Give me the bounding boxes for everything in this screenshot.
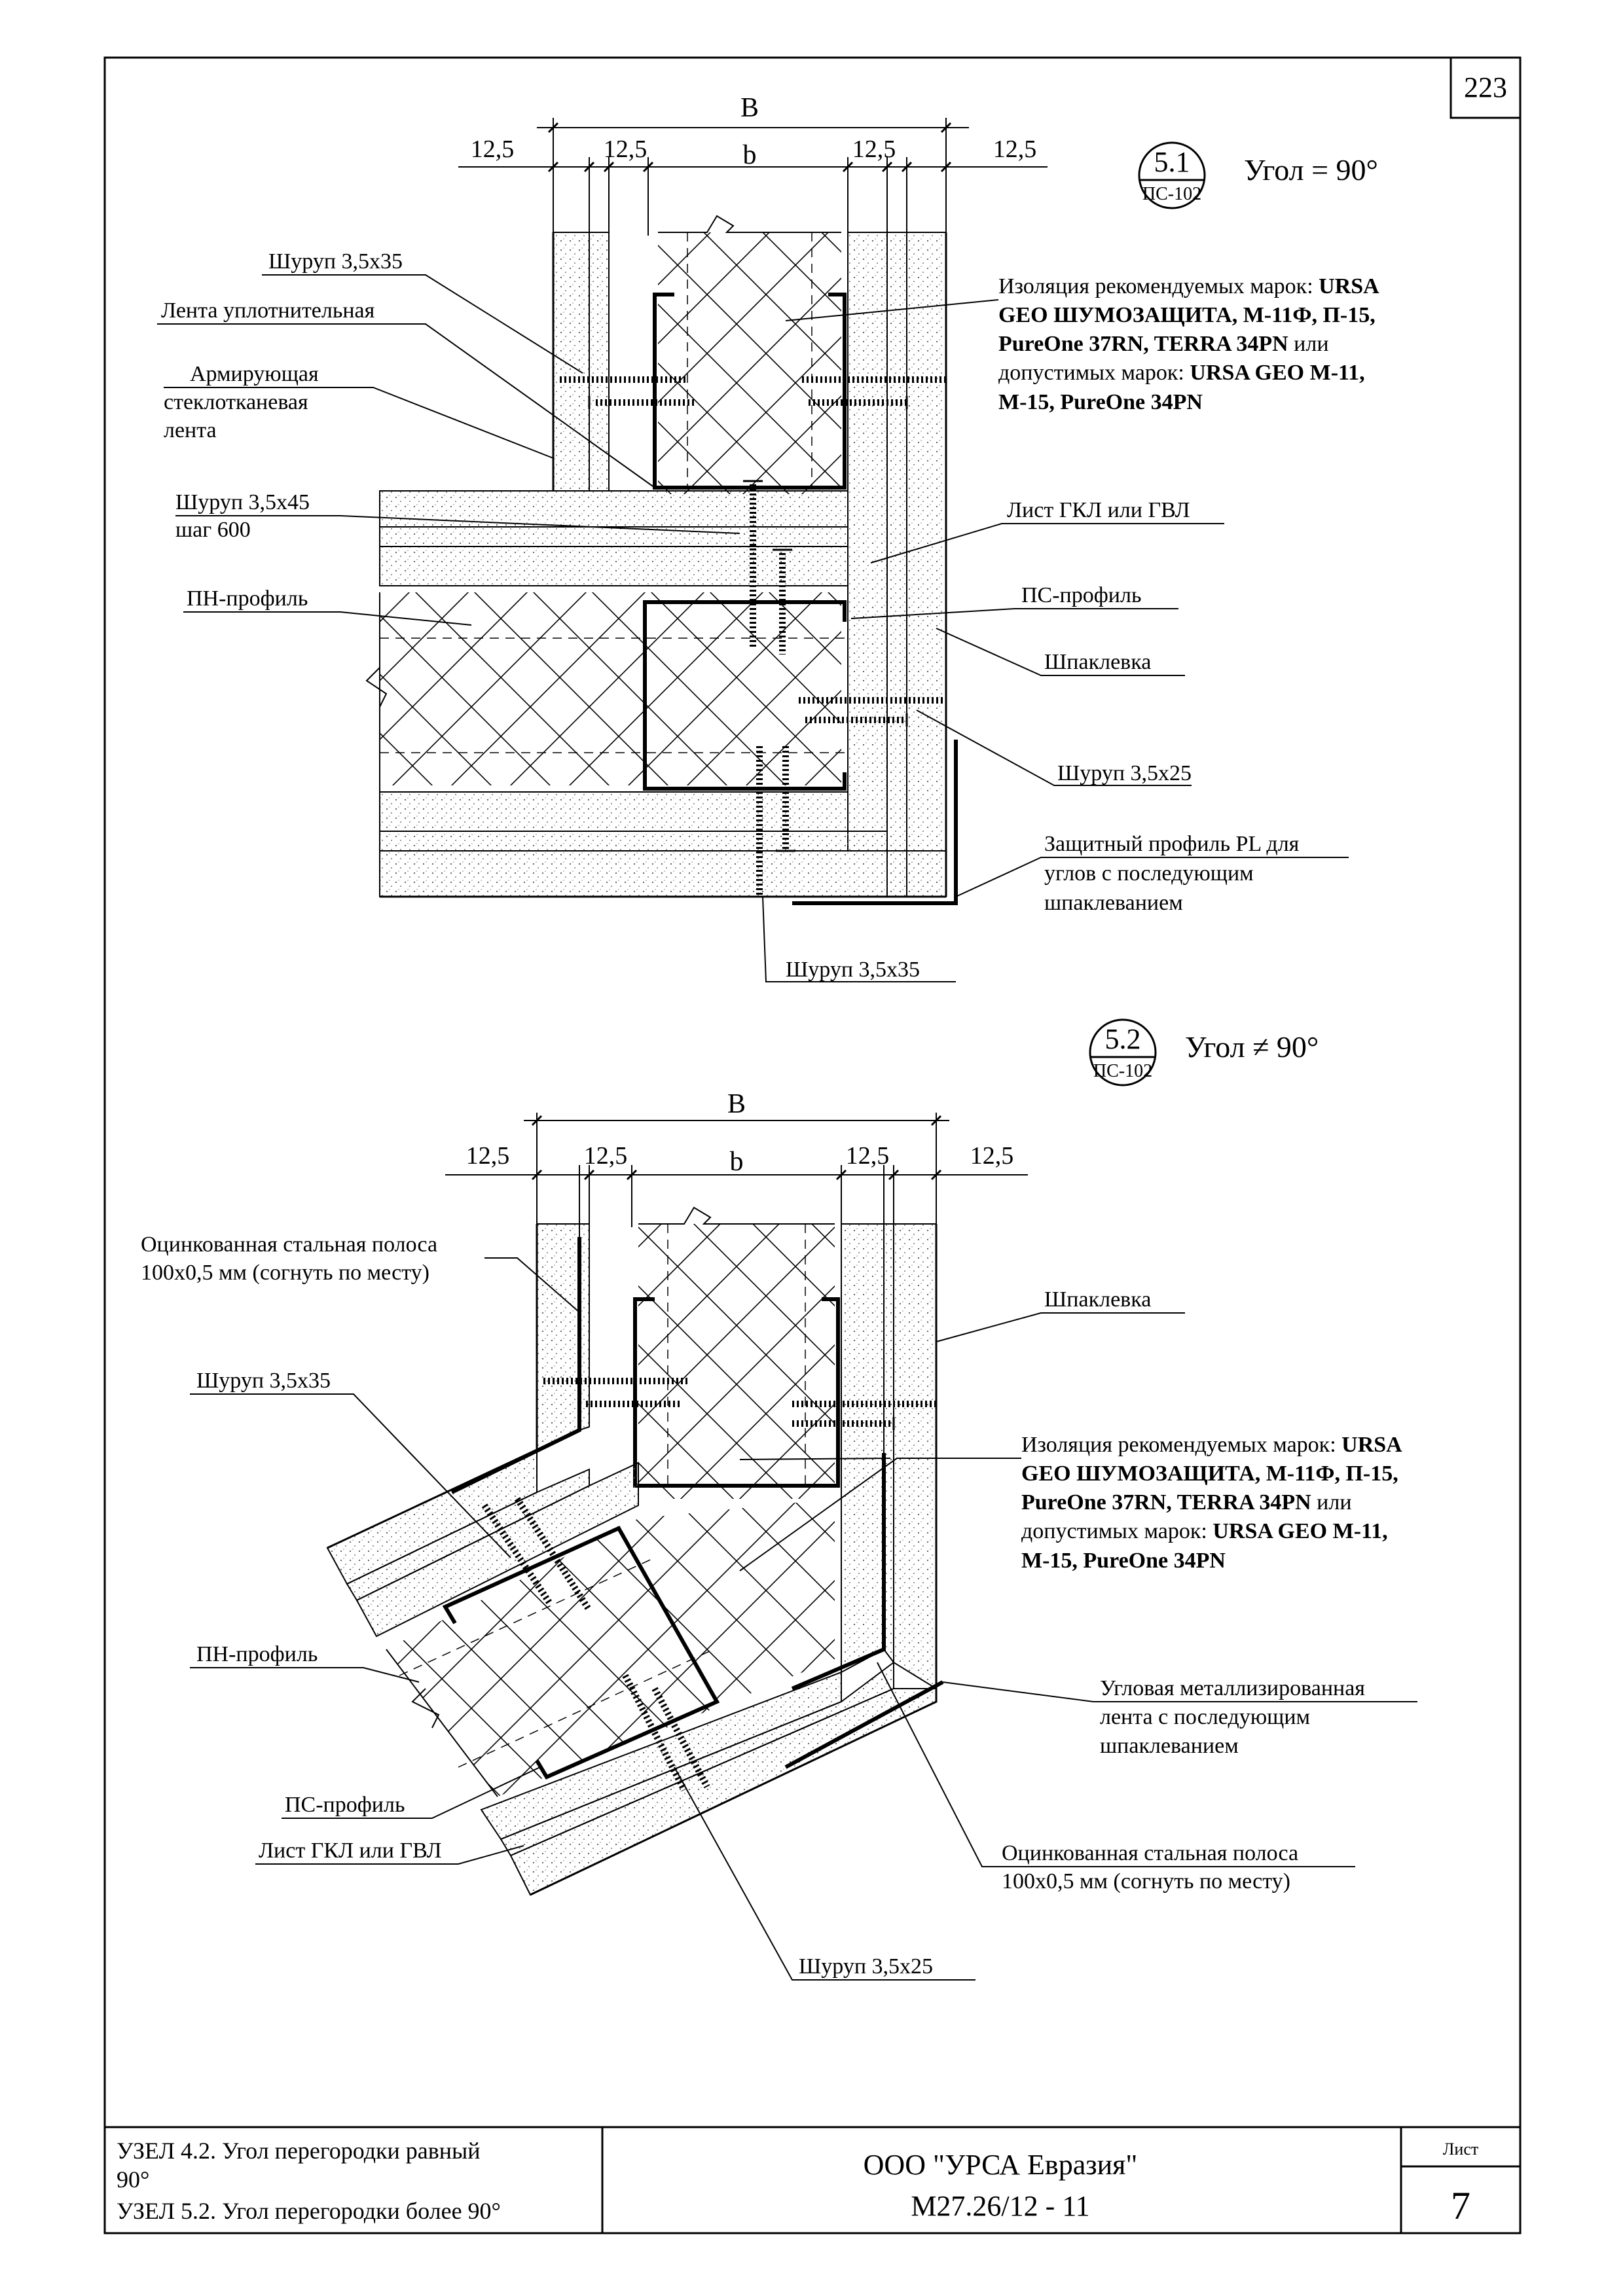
- label-screw45-2: шаг 600: [175, 518, 251, 542]
- insulation-vertical: [658, 232, 841, 494]
- label-ins-4b: URSA GEO М-11,: [1190, 361, 1365, 385]
- label2-screw35: Шуруп 3,5х35: [196, 1369, 331, 1393]
- board-vertical-left-outer: [553, 232, 589, 491]
- label2-ins-1a: Изоляция рекомендуемых марок:: [1021, 1433, 1342, 1457]
- label-putty: Шпаклевка: [1044, 650, 1152, 674]
- label-reinf-3: лента: [164, 418, 217, 442]
- svg-text:допустимых марок: URSA GEO М-1: [998, 361, 1365, 385]
- label-screw35-top: Шуруп 3,5х35: [268, 249, 403, 274]
- dim-b: b: [742, 140, 757, 170]
- insulation-horizontal: [380, 592, 841, 785]
- label2-gkl: Лист ГКЛ или ГВЛ: [259, 1839, 442, 1863]
- board-vertical-right-outer: [907, 232, 946, 897]
- detail1-badge-ref: ПС-102: [1142, 184, 1202, 204]
- board-horizontal-bot-3: [380, 851, 946, 897]
- label2-corner-1: Угловая металлизированная: [1100, 1676, 1365, 1700]
- label2-strip-1: Оцинкованная стальная полоса: [141, 1232, 438, 1257]
- label-pl-3: шпаклеванием: [1044, 891, 1183, 915]
- tb-left-line2: 90°: [117, 2166, 150, 2193]
- label2-screw25: Шуруп 3,5х25: [799, 1954, 934, 1979]
- label2-pn-profile: ПН-профиль: [196, 1642, 318, 1666]
- detail-5-2: [141, 1020, 1417, 1980]
- dim2-b: b: [729, 1147, 744, 1177]
- label2-putty: Шпаклевка: [1044, 1287, 1152, 1312]
- label-ins-4a: допустимых марок:: [998, 361, 1190, 385]
- detail2-badge-ref: ПС-102: [1093, 1061, 1153, 1081]
- board2-vertical-right-outer: [894, 1224, 936, 1689]
- detail1-badge-number: 5.1: [1154, 146, 1190, 178]
- label2-ins-1b: URSA: [1341, 1433, 1402, 1457]
- label2-strip2-2: 100х0,5 мм (согнуть по месту): [1002, 1869, 1290, 1893]
- label2-ins-3: PureOne 37RN, TERRA 34PN: [1021, 1490, 1311, 1515]
- dimension-set-1: [458, 93, 1048, 236]
- label-ins-3b: или: [1288, 332, 1329, 356]
- board-horizontal-bot-1: [380, 792, 848, 831]
- tb-left-line1: УЗЕЛ 4.2. Угол перегородки равный: [117, 2138, 481, 2164]
- board2-vertical-right-inner: [841, 1224, 884, 1672]
- dim-12-5-c: 12,5: [852, 135, 896, 163]
- sheet-number-box: [1451, 58, 1520, 118]
- board-vertical-right-mid: [887, 232, 907, 897]
- detail2-title: Угол ≠ 90°: [1185, 1030, 1319, 1064]
- label-ins-1b: URSA: [1319, 274, 1379, 298]
- label-reinf-2: стеклотканевая: [164, 390, 308, 414]
- label2-ins-2: GEO ШУМОЗАЩИТА, М-11Ф, П-15,: [1021, 1462, 1398, 1486]
- tb-list-label: Лист: [1442, 2140, 1479, 2159]
- dim2-12-5-b: 12,5: [583, 1142, 628, 1170]
- board-vertical-right-inner: [848, 232, 887, 851]
- svg-text:допустимых марок: URSA GEO М-1: [1021, 1519, 1388, 1543]
- label-pl-1: Защитный профиль PL для: [1044, 832, 1300, 856]
- label2-strip-2: 100х0,5 мм (согнуть по месту): [141, 1261, 429, 1285]
- svg-text:PureOne 37RN, TERRA 34PN или: [1021, 1490, 1352, 1515]
- board-horizontal-top-2: [380, 527, 848, 547]
- dim2-12-5-c: 12,5: [845, 1142, 890, 1170]
- label2-ins-4a: допустимых марок:: [1021, 1519, 1213, 1543]
- label2-ins-5: М-15, PureOne 34PN: [1021, 1549, 1226, 1573]
- label-pl-2: углов с последующим: [1044, 861, 1254, 886]
- label-ins-5: М-15, PureOne 34PN: [998, 390, 1203, 414]
- label-pn-profile: ПН-профиль: [187, 586, 308, 611]
- board-horizontal-bot-2: [380, 831, 887, 851]
- detail1-title: Угол = 90°: [1244, 153, 1378, 187]
- insulation2-vertical: [638, 1224, 835, 1499]
- dim-B: B: [740, 93, 759, 123]
- svg-text:Изоляция рекомендуемых марок:: [998, 274, 1379, 298]
- label2-ps-profile: ПС-профиль: [285, 1793, 405, 1817]
- sheet-number: 223: [1464, 71, 1507, 103]
- dim2-12-5-d: 12,5: [970, 1142, 1014, 1170]
- tb-list-number: 7: [1451, 2184, 1470, 2227]
- label-ins-2: GEO ШУМОЗАЩИТА, М-11Ф, П-15,: [998, 303, 1376, 327]
- dim-12-5-a: 12,5: [470, 135, 515, 163]
- label-reinf-1: Армирующая: [190, 362, 319, 386]
- board-horizontal-top-1: [380, 491, 848, 527]
- label-screw45-1: Шуруп 3,5х45: [175, 490, 310, 514]
- detail-5-1: [157, 93, 1379, 982]
- label2-ins-3b: или: [1311, 1490, 1352, 1515]
- board-horizontal-top-3: [380, 547, 848, 586]
- svg-text:Изоляция рекомендуемых марок:: [1021, 1433, 1402, 1457]
- dimension-set-2: [445, 1089, 1028, 1227]
- tb-company: ООО "УРСА Евразия": [863, 2149, 1138, 2181]
- label-gkl: Лист ГКЛ или ГВЛ: [1007, 498, 1190, 522]
- tb-code: М27.26/12 - 11: [911, 2190, 1090, 2222]
- label2-corner-3: шпаклеванием: [1100, 1734, 1239, 1758]
- label2-ins-4b: URSA GEO М-11,: [1213, 1519, 1388, 1543]
- svg-text:PureOne 37RN, TERRA 34PN или: [998, 332, 1329, 356]
- label-screw35-bottom: Шуруп 3,5х35: [786, 958, 921, 982]
- label-ins-3: PureOne 37RN, TERRA 34PN: [998, 332, 1288, 356]
- tb-left-line3: УЗЕЛ 5.2. Угол перегородки более 90°: [117, 2198, 501, 2224]
- label-ins-1a: Изоляция рекомендуемых марок:: [998, 274, 1319, 298]
- detail2-badge-number: 5.2: [1104, 1023, 1141, 1055]
- dim2-12-5-a: 12,5: [465, 1142, 510, 1170]
- label-screw25: Шуруп 3,5х25: [1057, 761, 1192, 785]
- dim-12-5-b: 12,5: [603, 135, 647, 163]
- label2-corner-2: лента с последующим: [1100, 1705, 1311, 1729]
- detail2-badge: [1090, 1020, 1156, 1085]
- label2-strip2-1: Оцинкованная стальная полоса: [1002, 1841, 1299, 1865]
- board2-vertical-left-outer: [537, 1224, 579, 1450]
- title-block: [105, 2127, 1520, 2233]
- dim-12-5-d: 12,5: [993, 135, 1037, 163]
- detail1-badge: [1139, 143, 1205, 208]
- label-ps-profile: ПС-профиль: [1021, 583, 1142, 607]
- dim2-B: B: [727, 1089, 746, 1119]
- label-seal-tape: Лента уплотнительная: [161, 298, 375, 323]
